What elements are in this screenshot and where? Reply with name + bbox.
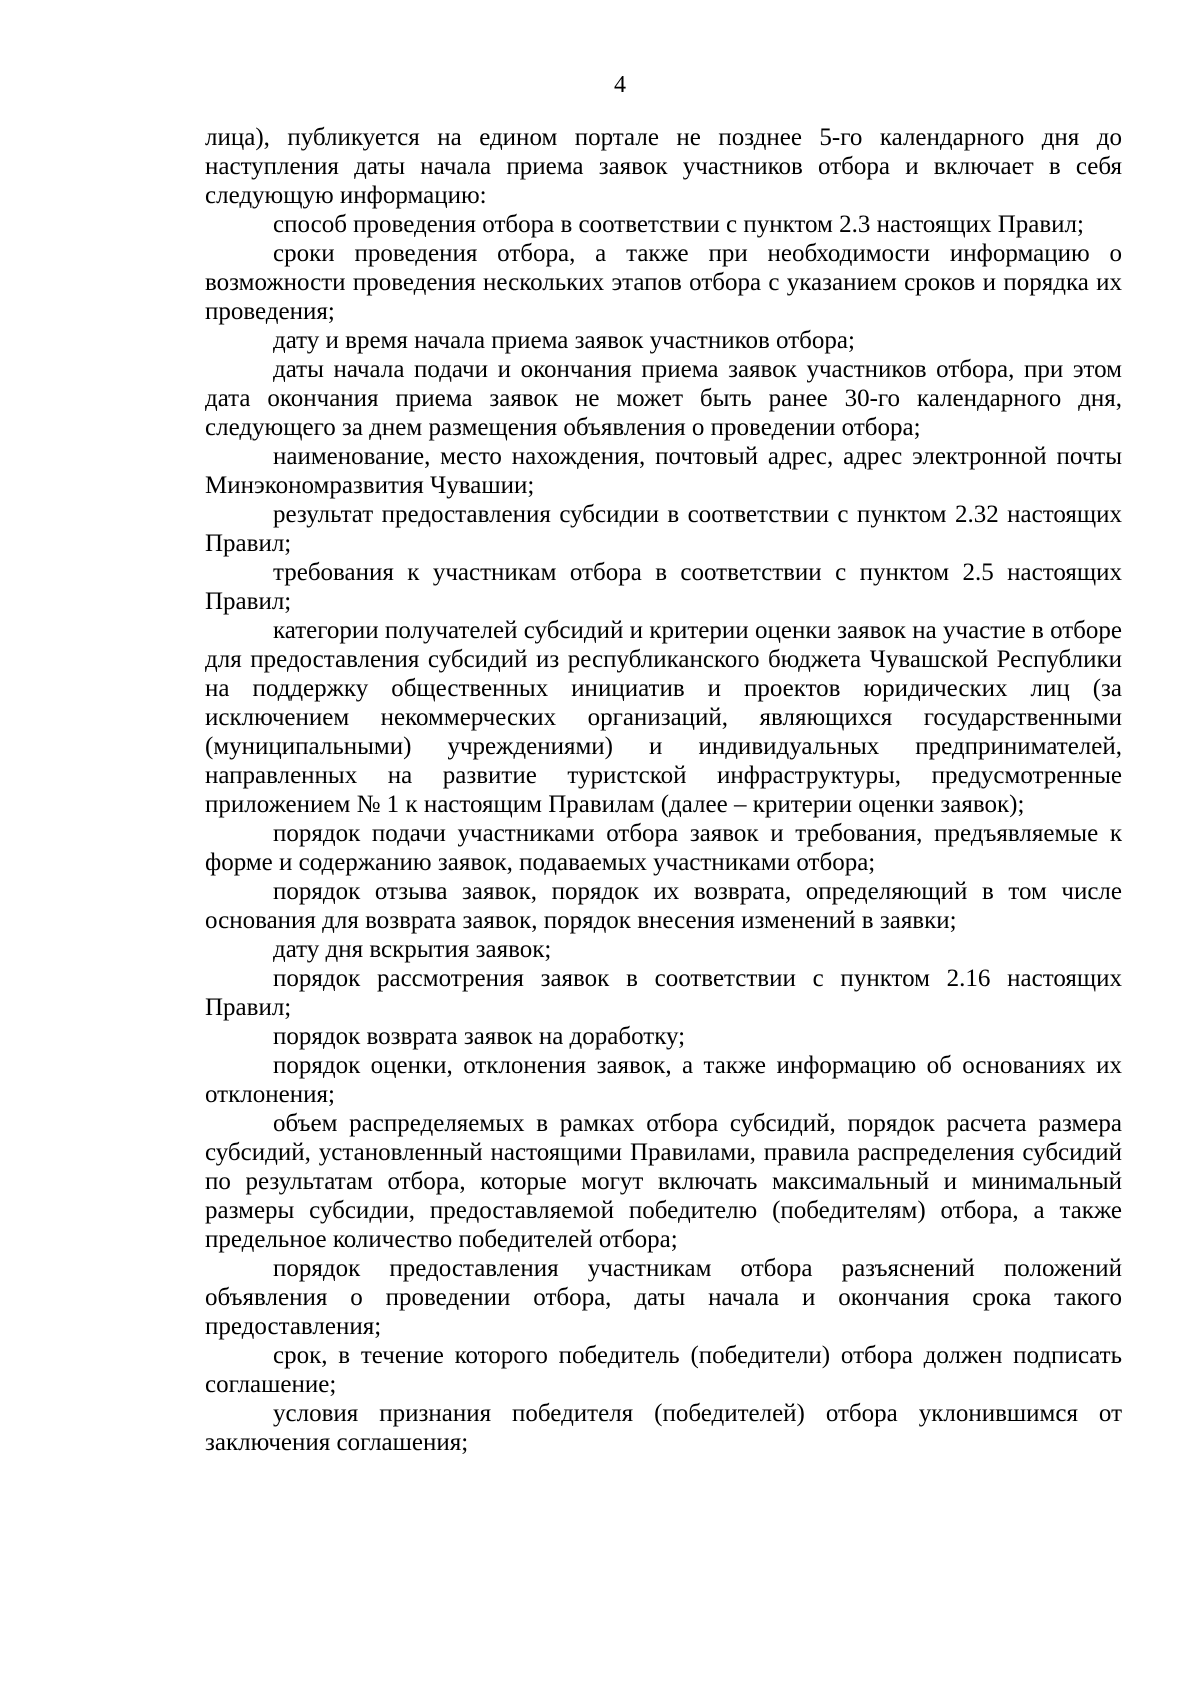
paragraph: дату дня вскрытия заявок; <box>273 936 552 963</box>
paragraph: срок, в течение которого победитель (победители) отбора должен подписать соглашение; <box>205 1342 1122 1398</box>
paragraph: способ проведения отбора в соответствии с пунктом 2.3 настоящих Правил; <box>273 211 1084 238</box>
paragraph: условия признания победителя (победителей) отбора уклонившимся от заключения соглашения; <box>205 1400 1122 1456</box>
paragraph: дату и время начала приема заявок участников отбора; <box>273 327 855 354</box>
page-number: 4 <box>614 72 626 98</box>
paragraph: порядок предоставления участникам отбора разъяснений положений объявления о проведении отбора, даты начала и окончания срока такого предоставления; <box>205 1255 1122 1340</box>
paragraph: сроки проведения отбора, а также при необходимости информацию о возможности проведения нескольких этапов отбора с указанием сроков и порядка их проведения; <box>205 240 1122 325</box>
paragraph: результат предоставления субсидии в соответствии с пунктом 2.32 настоящих Правил; <box>205 501 1122 557</box>
paragraph: даты начала подачи и окончания приема заявок участников отбора, при этом дата окончания приема заявок не может быть ранее 30-го календарного дня, следующего за днем размещения объявления о проведении отбора; <box>205 356 1122 441</box>
document-body <box>205 123 1122 1457</box>
paragraph: категории получателей субсидий и критерии оценки заявок на участие в отборе для предоставления субсидий из республиканского бюджета Чувашской Республики на поддержку общественных инициатив и проектов юридических лиц (за исключением некоммерческих организаций, являющихся государственными (муниципальными) учреждениями) и индивидуальных предпринимателей, направленных на развитие туристской инфраструктуры, предусмотренные приложением № 1 к настоящим Правилам (далее – критерии оценки заявок); <box>205 617 1122 818</box>
paragraph: порядок возврата заявок на доработку; <box>273 1023 686 1050</box>
paragraph: порядок подачи участниками отбора заявок и требования, предъявляемые к форме и содержанию заявок, подаваемых участниками отбора; <box>205 820 1122 876</box>
paragraph: требования к участникам отбора в соответствии с пунктом 2.5 настоящих Правил; <box>205 559 1122 615</box>
paragraph: наименование, место нахождения, почтовый адрес, адрес электронной почты Минэкономразвития Чувашии; <box>205 443 1122 499</box>
paragraph: порядок отзыва заявок, порядок их возврата, определяющий в том числе основания для возврата заявок, порядок внесения изменений в заявки; <box>205 878 1122 934</box>
paragraph: порядок рассмотрения заявок в соответствии с пунктом 2.16 настоящих Правил; <box>205 965 1122 1021</box>
paragraph: объем распределяемых в рамках отбора субсидий, порядок расчета размера субсидий, установленный настоящими Правилами, правила распределения субсидий по результатам отбора, которые могут включать максимальный и минимальный размеры субсидии, предоставляемой победителю (победителям) отбора, а также предельное количество победителей отбора; <box>205 1110 1122 1253</box>
paragraph: порядок оценки, отклонения заявок, а также информацию об основаниях их отклонения; <box>205 1052 1122 1108</box>
paragraph-continuation: лица), публикуется на едином портале не позднее 5-го календарного дня до наступления даты начала приема заявок участников отбора и включает в себя следующую информацию: <box>205 124 1122 209</box>
